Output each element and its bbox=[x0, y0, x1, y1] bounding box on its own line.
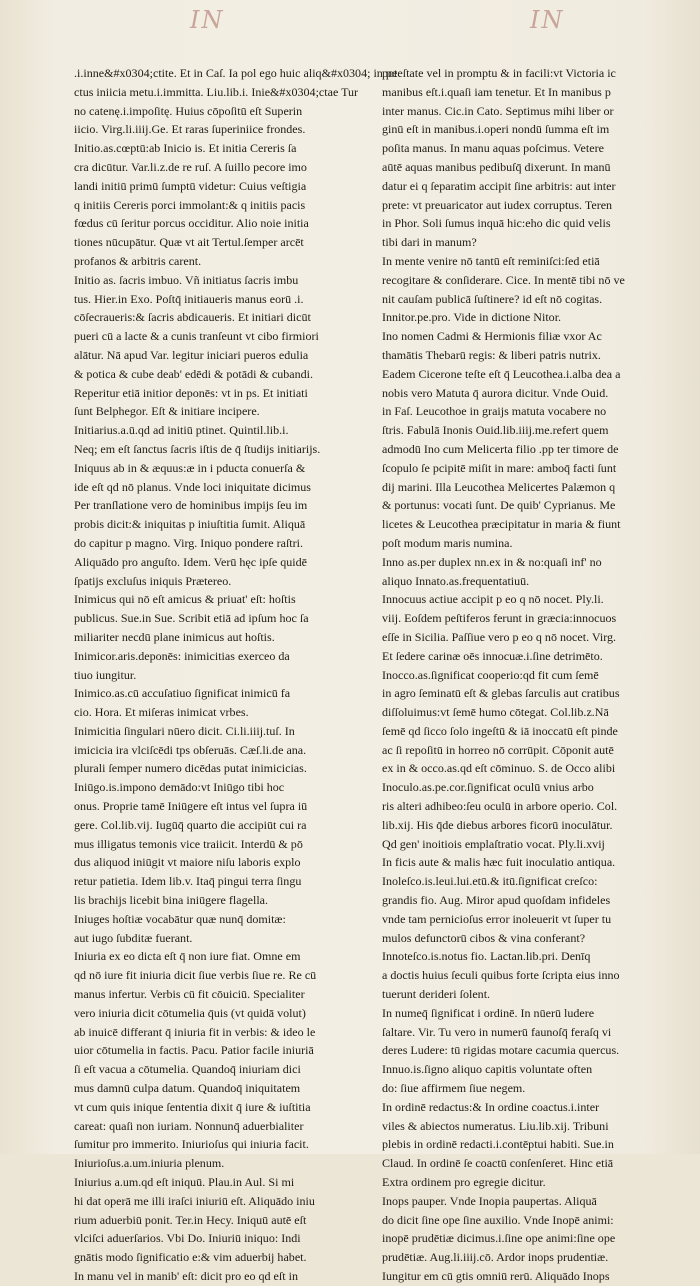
text-line: iicio. Virg.li.iiij.Ge. Et raras ſuperiniice frondes. bbox=[74, 122, 306, 137]
text-line: tiones nūcupātur. Quæ vt ait Tertul.ſemper arcēt bbox=[74, 235, 304, 250]
text-line: vt cum quis inique ſententia dixit q̄ iure & iuſtitia bbox=[74, 1099, 311, 1114]
text-line: alātur. Nā apud Var. legitur iniciari pueros edulia bbox=[74, 347, 309, 362]
text-line: tus. Hier.in Exo. Poſtq̄ initiaueris manus eorū .i. bbox=[74, 291, 304, 306]
text-line: Initio.as.cœptū:ab Inicio is. Et initia Cereris ſa bbox=[74, 141, 297, 156]
text-line: Iniuria ex eo dicta eſt q̄ non iure fiat. Omne em bbox=[74, 949, 301, 964]
text-line: dus aliquod iniūgit vt maiore niſu laboris explo bbox=[74, 855, 301, 870]
text-line: nobis vero Matuta q̄ aurora dicitur. Vnde Ouid. bbox=[382, 385, 609, 400]
text-line: careat: quaſi non iuriam. Nonnunq̄ aduerbialiter bbox=[74, 1118, 304, 1133]
text-line: In numeq̄ ſignificat i ordinē. In nūerū ludere bbox=[382, 1005, 595, 1020]
text-line: hi dat operā me illi iraſci iniuriū eſt. Aliquādo iniu bbox=[74, 1193, 315, 1208]
text-line: poteſtate vel in promptu & in facili:vt Victoria ic bbox=[382, 66, 616, 80]
text-line: rium aduerbiū ponit. Ter.in Hecy. Iniquū autē eſt bbox=[74, 1212, 307, 1227]
text-line: retur patietia. Idem lib.v. Itaq̄ pingui terra ſingu bbox=[74, 874, 302, 889]
text-line: Innocuus actiue accipit p eo q nō nocet. Ply.li. bbox=[382, 592, 604, 607]
text-line: Inocco.as.ſignificat cooperio:qd fit cum ſemē bbox=[382, 667, 599, 682]
text-line: eſſe in Sicilia. Paſſiue vero p eo q nō nocet. Virg. bbox=[382, 629, 617, 644]
text-line: deres Ludere: tū rigidas motare cacumia quercus. bbox=[382, 1043, 620, 1058]
text-line: dij marini. Illa Leucothea Melicertes Palæmon q bbox=[382, 479, 616, 494]
text-line: Iniūgo.is.impono demādo:vt Iniūgo tibi hoc bbox=[74, 780, 285, 795]
text-line: ſunt Belphegor. Eſt & initiare incipere. bbox=[74, 404, 260, 419]
text-line: ab inuicē differant q̄ iniuria fit in verbis: & ideo le bbox=[74, 1024, 316, 1039]
text-line: Innoteſco.is.notus fio. Lactan.lib.pri. Denīq bbox=[382, 949, 591, 964]
text-line: ex in & occo.as.qd eſt cōminuo. S. de Occo alibi bbox=[382, 761, 616, 776]
text-line: thamātis Thebarū regis: & liberi patris nutrix. bbox=[382, 347, 601, 362]
text-line: cra dicūtur. Var.li.z.de re ruſ. A ſuillo pecore imo bbox=[74, 159, 307, 174]
text-line: .i.inne&#x0304;ctite. Et in Caſ. Ia pol ego huic aliq&#x0304; in pe bbox=[74, 66, 398, 80]
text-line: grandis fio. Aug. Miror apud quoſdam infideles bbox=[382, 893, 611, 908]
text-line: Initiarius.a.ū.qd ad initiū ptinet. Quintil.lib.i. bbox=[74, 423, 289, 438]
text-line: mus illigatus temonis vice traiicit. Interdū & pō bbox=[74, 836, 303, 851]
handwritten-signature-right: IN bbox=[530, 6, 565, 34]
text-line: aut iugo ſubditæ fuerant. bbox=[74, 930, 193, 945]
text-line: ſumitur pro immerito. Iniurioſus qui iniuria facit. bbox=[74, 1137, 309, 1152]
text-line: inter manus. Cic.in Cato. Septimus mihi liber or bbox=[382, 103, 614, 118]
text-line: Inno as.per duplex nn.ex in & no:quaſi inf' no bbox=[382, 554, 602, 569]
text-line: lib.xij. His q̄de diebus arbores ficorū inoculātur. bbox=[382, 817, 613, 832]
text-line: Iungitur em cū gtis omniū rerū. Aliquādo Inops bbox=[382, 1269, 610, 1283]
text-line: in Faſ. Leucothoe in graijs matuta vocabere no bbox=[382, 404, 607, 419]
text-line: datur ei q ſeparatim accipit ſine arbitris: aut inter bbox=[382, 178, 616, 193]
left-text-column bbox=[74, 64, 398, 1286]
text-line: do dicit ſine ope ſine auxilio. Vnde Inopē animi: bbox=[382, 1212, 614, 1227]
text-line: cōſecraueris:& ſacris abdicaueris. Et initiari dicūt bbox=[74, 310, 311, 325]
text-line: ſi eſt vacua a cōtumelia. Quandoq̄ iniuriam dici bbox=[74, 1062, 301, 1077]
text-line: & portunus: vocati ſunt. De quib' Cyprianus. Me bbox=[382, 498, 616, 513]
text-line: gnātis modo ſignificatio e:& vim aduerbij habet. bbox=[74, 1250, 307, 1265]
text-line: publicus. Sue.in Sue. Scribit etiā ad ipſum hoc ſa bbox=[74, 611, 309, 626]
text-line: qd nō iure fit iniuria dicit ſiue verbis ſiue re. Re cū bbox=[74, 968, 317, 983]
text-line: ſcopulo ſe pcipitē miſit in mare: amboq̄ facti ſunt bbox=[382, 460, 617, 475]
text-line: do capitur p magno. Virg. Iniquo pondere raſtri. bbox=[74, 535, 304, 550]
text-line: Inimicitia ſingulari nūero dicit. Ci.li.iiij.tuſ. In bbox=[74, 723, 295, 738]
text-line: vero iniuria dicit cōtumelia q̄uis (vt quidā volut) bbox=[74, 1005, 306, 1020]
text-line: In mente venire nō tantū eſt reminiſci:ſed etiā bbox=[382, 253, 600, 268]
text-line: poſita manus. In manu aquas poſcimus. Vetere bbox=[382, 141, 604, 156]
text-line: Inimicor.aris.deponēs: inimicitias exerceo da bbox=[74, 648, 290, 663]
text-line: Innitor.pe.pro. Vide in dictione Nitor. bbox=[382, 310, 562, 325]
text-line: diſſoluimus:vt ſemē humo cōtegat. Col.lib.z.Nā bbox=[382, 705, 609, 720]
text-line: poſt modum maris numina. bbox=[382, 535, 513, 550]
text-line: lis brachijs licebit bina iniūgere flagella. bbox=[74, 893, 269, 908]
text-line: & potica & cube deab' edēdi & potādi & cubandi. bbox=[74, 366, 314, 381]
text-line: Iniquus ab in & æquus:æ in i pducta conuerſa & bbox=[74, 460, 306, 475]
text-line: Inimico.as.cū accuſatiuo ſignificat inimicū fa bbox=[74, 686, 291, 701]
handwritten-signature-left: IN bbox=[190, 6, 225, 34]
text-line: profanos & arbitris carent. bbox=[74, 253, 202, 268]
text-line: Aliquādo pro anguſto. Idem. Verū hęc ipſe quidē bbox=[74, 554, 307, 569]
text-line: tuerunt derideri ſolent. bbox=[382, 987, 491, 1002]
text-line: miliariter necdū plane inimicus aut hoſtis. bbox=[74, 629, 275, 644]
text-line: a doctis huius ſeculi quibus forte ſcripta eius inno bbox=[382, 968, 620, 983]
text-line: In ordinē redactus:& In ordine coactus.i.inter bbox=[382, 1099, 600, 1114]
text-line: ſaltare. Vir. Tu vero in numerū faunoſq̄ feraſq vi bbox=[382, 1024, 612, 1039]
text-line: onus. Proprie tamē Iniūgere eſt intus vel ſupra iū bbox=[74, 799, 308, 814]
text-line: Extra ordinem pro egregie dicitur. bbox=[382, 1175, 546, 1190]
text-line: Inimicus qui nō eſt amicus & priuat' eſt: hoſtis bbox=[74, 592, 296, 607]
text-line: cio. Hora. Et miſeras inimicat vrbes. bbox=[74, 705, 249, 720]
text-line: plebis in ordinē redacti.i.contēptui habiti. Sue.in bbox=[382, 1137, 614, 1152]
text-line: prete: vt preuaricator aut iudex corruptus. Teren bbox=[382, 197, 613, 212]
text-line: mus damnū culpa datum. Quandoq̄ iniquitatem bbox=[74, 1081, 301, 1096]
text-line: vnde tam pernicioſus error inoleuerit vt ſuper tu bbox=[382, 911, 612, 926]
text-line: prudētiæ. Aug.li.iiij.cō. Ardor inops prudentiæ. bbox=[382, 1250, 609, 1265]
text-line: in agro ſeminatū eſt & glebas ſarculis aut cratibus bbox=[382, 686, 620, 701]
text-line: plurali ſemper numero dicēdas putat inimicicias. bbox=[74, 761, 307, 776]
text-line: Iniuges hoſtiæ vocabātur quæ nunq̄ domitæ: bbox=[74, 911, 286, 926]
text-line: do: ſiue affirmem ſiue negem. bbox=[382, 1081, 526, 1096]
text-line: Iniurius a.um.qd eſt iniquū. Plau.in Aul. Si mi bbox=[74, 1175, 295, 1190]
text-line: tiuo iungitur. bbox=[74, 667, 137, 682]
text-line: ris alteri adhibeo:ſeu oculū in arbore operio. Col. bbox=[382, 799, 618, 814]
text-line: imicicia ira vlciſcēdi tps obſeruās. Cæſ.li.de ana. bbox=[74, 742, 307, 757]
text-line: Per tranſlatione vero de hominibus impijs ſeu im bbox=[74, 498, 308, 513]
text-line: Iniurioſus.a.um.iniuria plenum. bbox=[74, 1156, 225, 1171]
text-line: Et ſedere carinæ oēs innocuæ.i.ſine detrimēto. bbox=[382, 648, 603, 663]
text-line: Inops pauper. Vnde Inopia paupertas. Aliquā bbox=[382, 1193, 597, 1208]
text-line: viles & abiectos numeratus. Liu.lib.xij. Tribuni bbox=[382, 1118, 609, 1133]
text-line: Claud. In ordinē ſe coactū conſenſeret. Hinc etiā bbox=[382, 1156, 614, 1171]
text-line: admodū Ino cum Melicerta filio .pp ter timore de bbox=[382, 441, 619, 456]
text-line: pueri cū a lacte & a cunis tranſeunt vt cibo firmiori bbox=[74, 329, 319, 344]
text-line: ſemē qd ſicco ſolo ingeſtū & iā inoccatū eſt pinde bbox=[382, 723, 618, 738]
text-line: Qd gen' inoitiois emplaſtratio vocat. Ply.li.xvij bbox=[382, 836, 605, 851]
text-line: Inoleſco.is.leui.lui.etū.& itū.ſignificat creſco: bbox=[382, 874, 598, 889]
text-line: aūtē aquas manibus pedibuſq̄ dixerunt. In manū bbox=[382, 159, 611, 174]
text-line: mulos defunctorū cibos & vina conferant? bbox=[382, 930, 586, 945]
text-line: Inoculo.as.pe.cor.ſignificat oculū vnius arbo bbox=[382, 780, 594, 795]
text-line: gere. Col.lib.vij. Iugūq̄ quarto die accipiūt cui ra bbox=[74, 817, 307, 832]
text-line: Reperitur etiā initior deponēs: vt in ps. Et initiati bbox=[74, 385, 308, 400]
text-line: ctus iniicia metu.i.immitta. Liu.lib.i. Inie&#x0304;ctae Tur bbox=[74, 84, 359, 99]
text-line: tibi dari in manum? bbox=[382, 235, 477, 250]
text-line: Eadem Cicerone teſte eſt q̄ Leucothea.i.alba dea a bbox=[382, 366, 621, 381]
text-line: Neq; em eſt ſanctus ſacris iſtis de q̄ ſtudijs initiarijs. bbox=[74, 441, 321, 456]
text-line: landi initiū primū ſumptū videtur: Cuius veſtigia bbox=[74, 178, 307, 193]
text-line: no catenę.i.impoſitę. Huius cōpoſitū eſt Superin bbox=[74, 103, 303, 118]
text-line: vlciſci aduerſarios. Vbi Do. Iniuriū iniquo: Indi bbox=[74, 1231, 301, 1246]
text-line: Ino nomen Cadmi & Hermionis filiæ vxor Ac bbox=[382, 329, 602, 344]
text-line: ſpatijs excluſus iniquis Prætereo. bbox=[74, 573, 232, 588]
text-line: uior cōtumelia in factis. Pacu. Patior facile iniuriā bbox=[74, 1043, 314, 1058]
text-line: fœdus cū ſeritur porcus occiditur. Alio noie initia bbox=[74, 216, 309, 231]
text-line: ſtris. Fabulā Inonis Ouid.lib.iiij.me.refert quem bbox=[382, 423, 609, 438]
text-line: ac ſi repoſitū in horreo nō corrūpit. Cōponit autē bbox=[382, 742, 614, 757]
text-line: q initiis Cereris porci immolant:& q initiis pacis bbox=[74, 197, 306, 212]
text-line: in Phor. Soli ſumus inquā hic:eho dic quid velis bbox=[382, 216, 611, 231]
text-line: ginū eſt in manibus.i.operi nondū ſumma eſt im bbox=[382, 122, 610, 137]
text-line: inopē prudētiæ dicimus.i.ſine ope animi:ſine ope bbox=[382, 1231, 616, 1246]
text-line: aliquo Innato.as.frequentatiuū. bbox=[382, 573, 530, 588]
text-line: manus infertur. Verbis cū fit cōuiciū. Specialiter bbox=[74, 987, 305, 1002]
text-line: recogitare & conſiderare. Cice. In mentē tibi nō ve bbox=[382, 272, 625, 287]
text-line: Innuo.is.ſigno aliquo capitis voluntate often bbox=[382, 1062, 593, 1077]
right-text-column bbox=[382, 64, 678, 1286]
text-line: nit cauſam publicā ſuſtinere? id eſt nō cogitas. bbox=[382, 291, 603, 306]
text-line: viij. Eoſdem peſtiferos ferunt in græcia:innocuos bbox=[382, 611, 617, 626]
text-line: probis dicit:& iniquitas p iniuſtitia ſumit. Aliquā bbox=[74, 517, 306, 532]
text-line: manibus eſt.i.quaſi iam tenetur. Et In manibus p bbox=[382, 84, 611, 99]
text-line: In ficis aute & malis hæc fuit inoculatio antiqua. bbox=[382, 855, 616, 870]
text-line: Initio as. ſacris imbuo. Vñ initiatus ſacris imbu bbox=[74, 272, 299, 287]
text-line: ide eſt qd nō planus. Vnde loci iniquitate dicimus bbox=[74, 479, 311, 494]
text-line: In manu vel in manib' eſt: dicit pro eo qd eſt in bbox=[74, 1269, 298, 1283]
text-line: licetes & Leucothea præcipitatur in maria & fiunt bbox=[382, 517, 621, 532]
